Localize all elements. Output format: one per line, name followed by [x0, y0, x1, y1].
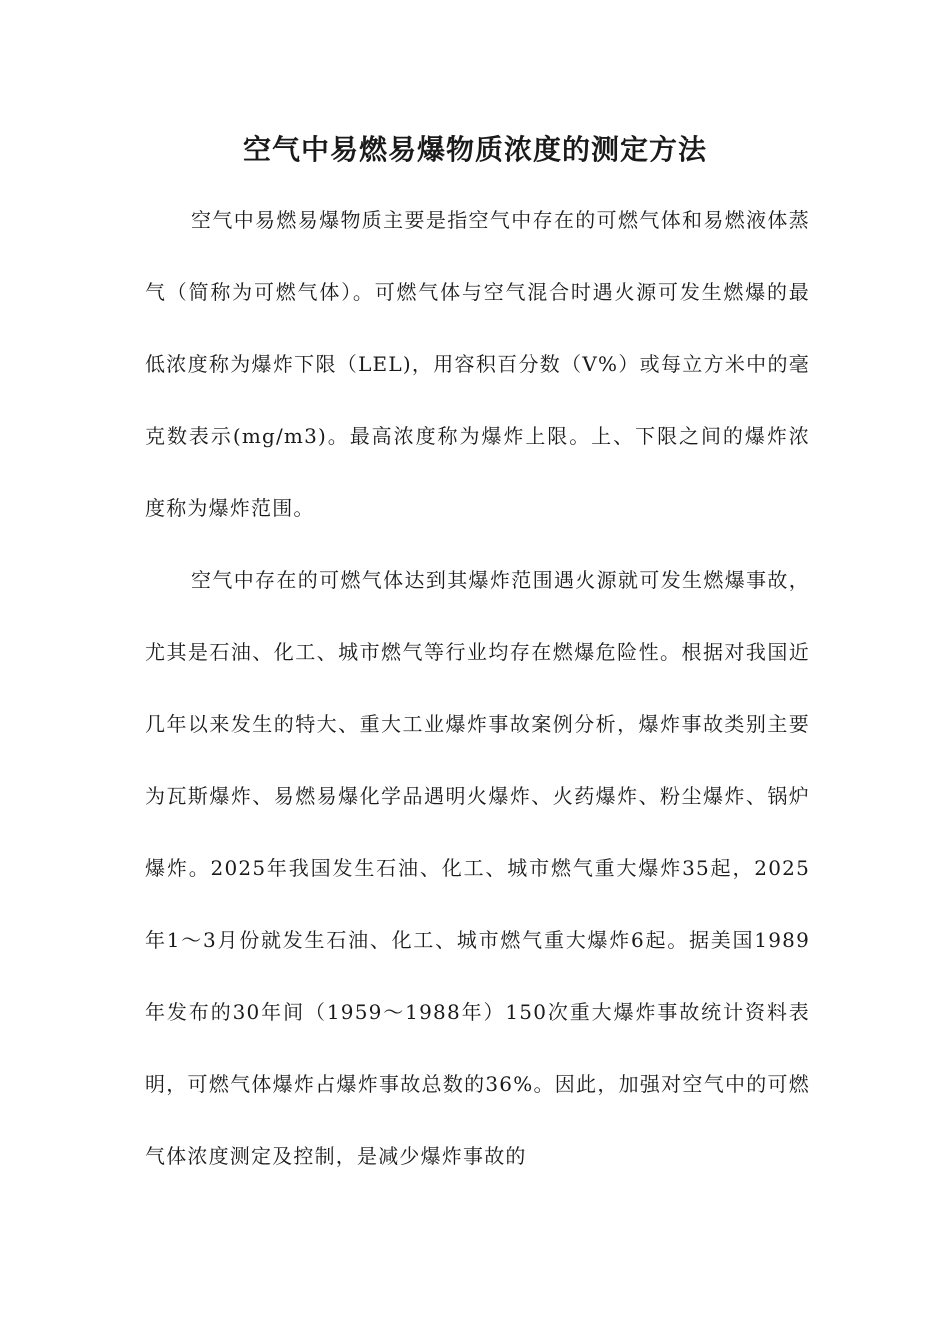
document-title: 空气中易燃易爆物质浓度的测定方法 [242, 133, 707, 166]
paragraph-1: 空气中易燃易爆物质主要是指空气中存在的可燃气体和易燃液体蒸气（简称为可燃气体）。可燃气体与空气混合时遇火源可发生燃爆的最低浓度称为爆炸下限（LEL)，用容积百分数（V%）或每立方米中的毫克数表示(mg/m3)。最高浓度称为爆炸上限。上、下限之间的爆炸浓度称为爆炸范围。 [145, 208, 810, 520]
paragraph-2: 空气中存在的可燃气体达到其爆炸范围遇火源就可发生燃爆事故，尤其是石油、化工、城市燃气等行业均存在燃爆危险性。根据对我国近几年以来发生的特大、重大工业爆炸事故案例分析，爆炸事故类别主要为瓦斯爆炸、易燃易爆化学品遇明火爆炸、火药爆炸、粉尘爆炸、锅炉爆炸。2025年我国发生石油、化工、城市燃气重大爆炸35起，2025年1～3月份就发生石油、化工、城市燃气重大爆炸6起。据美国1989年发布的30年间（1959～1988年）150次重大爆炸事故统计资料表明，可燃气体爆炸占爆炸事故总数的36%。因此，加强对空气中的可燃气体浓度测定及控制，是减少爆炸事故的 [145, 568, 810, 1168]
paragraph-1-container [145, 184, 810, 544]
paragraph-2-container [145, 544, 810, 1192]
